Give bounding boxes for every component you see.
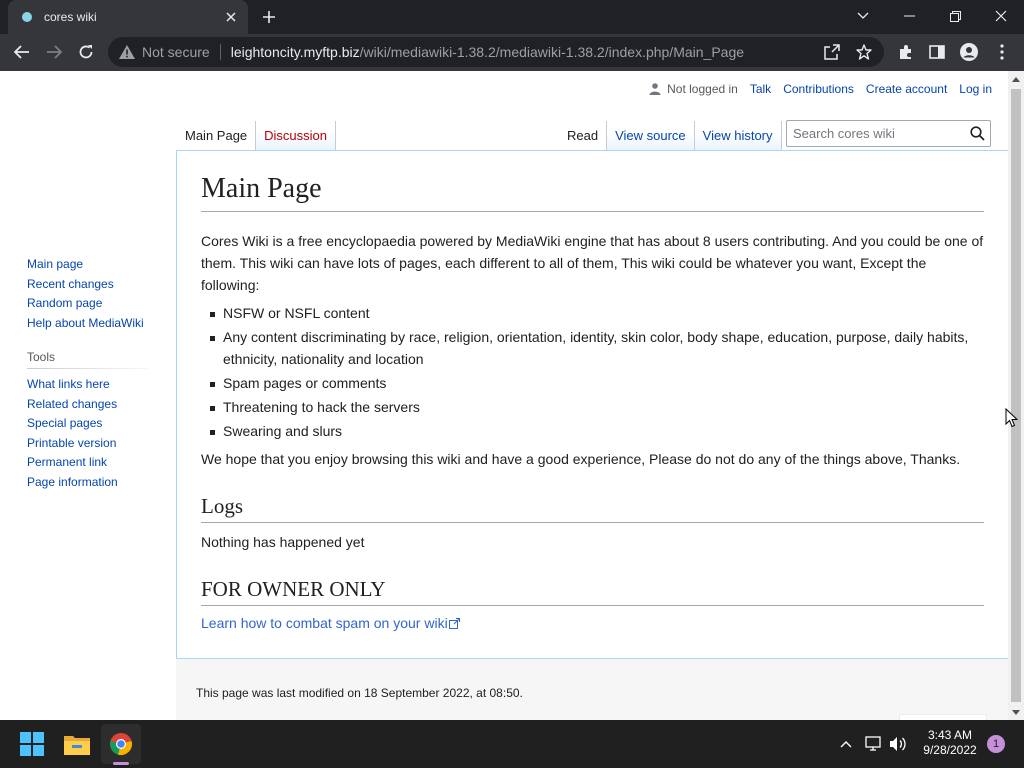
forward-icon[interactable]	[40, 38, 68, 66]
omnibox-divider	[220, 44, 221, 60]
sidebar-item-random-page[interactable]: Random page	[27, 296, 103, 310]
combat-spam-link[interactable]: Learn how to combat spam on your wiki	[201, 615, 448, 631]
side-panel-icon[interactable]	[926, 41, 948, 63]
reload-icon[interactable]	[72, 38, 100, 66]
talk-link[interactable]: Talk	[749, 82, 772, 96]
sidebar-item-help[interactable]: Help about MediaWiki	[27, 315, 144, 330]
browser-tab[interactable]	[8, 0, 248, 34]
sidebar-item-printable-version[interactable]: Printable version	[27, 435, 117, 450]
tab-view-history[interactable]: View history	[695, 121, 782, 151]
profile-icon[interactable]	[958, 41, 980, 63]
sidebar-item-special-pages[interactable]: Special pages	[27, 416, 103, 430]
tools-heading: Tools	[27, 350, 147, 369]
owner-heading: FOR OWNER ONLY	[201, 575, 984, 606]
outro-paragraph: We hope that you enjoy browsing this wiki and have a good experience, Please do not do any of the things above, Thanks.	[201, 451, 961, 467]
browser-toolbar	[0, 34, 1024, 71]
search-placeholder: Search cores wiki	[793, 126, 895, 141]
tab-discussion[interactable]: Discussion	[256, 121, 336, 151]
namespace-tabs	[177, 121, 336, 151]
mouse-cursor	[1005, 408, 1019, 428]
list-item: NSFW or NSFL content	[201, 302, 984, 324]
logs-heading: Logs	[201, 492, 984, 523]
url-path[interactable]: /wiki/mediawiki-1.38.2/mediawiki-1.38.2/index.php/Main_Page	[359, 44, 745, 60]
footer-last-modified: This page was last modified on 18 September 2022, at 08:50.	[196, 686, 523, 700]
create-account-link[interactable]: Create account	[865, 82, 948, 96]
navigation-portal	[27, 255, 144, 333]
user-icon	[649, 83, 661, 95]
url-host[interactable]: leightoncity.myftp.biz	[230, 44, 360, 60]
notification-badge[interactable]: 1	[987, 735, 1005, 753]
intro-paragraph: Cores Wiki is a free encyclopaedia powered by MediaWiki engine that has about 8 users contributing. And you could be one of them. This wiki can have lots of pages, each different to all of them, This wiki could be whatever you want, Except the following:	[201, 233, 984, 293]
warning-icon[interactable]	[118, 43, 136, 61]
restore-icon[interactable]	[932, 0, 978, 32]
tab-view-source[interactable]: View source	[607, 121, 695, 151]
chevron-down-icon[interactable]	[840, 0, 886, 32]
security-label[interactable]: Not secure	[142, 44, 210, 60]
rules-list	[201, 302, 984, 442]
tab-main-page[interactable]: Main Page	[177, 121, 256, 151]
address-bar[interactable]	[108, 37, 884, 67]
main-content	[176, 150, 1008, 659]
list-item: Threatening to hack the servers	[201, 396, 984, 418]
search-icon[interactable]	[964, 121, 990, 146]
sidebar-item-what-links-here[interactable]: What links here	[27, 377, 110, 391]
list-item: Any content discriminating by race, religion, orientation, identity, skin color, body shape, education, purpose, daily habits, ethnicity, nationality and location	[201, 326, 984, 370]
plus-icon[interactable]	[258, 6, 280, 28]
star-icon[interactable]	[854, 42, 874, 62]
view-tabs	[559, 121, 782, 151]
active-app-indicator	[113, 762, 129, 765]
tab-read[interactable]: Read	[559, 121, 607, 151]
sidebar-item-recent-changes[interactable]: Recent changes	[27, 276, 114, 291]
list-item: Swearing and slurs	[201, 420, 984, 442]
network-icon[interactable]	[864, 734, 884, 754]
sidebar-item-related-changes[interactable]: Related changes	[27, 396, 118, 411]
extensions-icon[interactable]	[895, 41, 917, 63]
back-icon[interactable]	[8, 38, 36, 66]
tab-title: cores wiki	[44, 10, 97, 24]
chrome-icon[interactable]	[101, 724, 141, 764]
close-icon[interactable]	[978, 0, 1024, 32]
scroll-down-arrow[interactable]	[1008, 704, 1024, 720]
sidebar-item-main-page[interactable]: Main page	[27, 257, 84, 271]
volume-icon[interactable]	[888, 734, 908, 754]
system-clock[interactable]	[912, 728, 988, 758]
tools-portal	[27, 350, 147, 492]
clock-time: 3:43 AM	[927, 728, 973, 742]
logs-text: Nothing has happened yet	[201, 534, 365, 550]
close-icon[interactable]	[222, 8, 240, 26]
page-title: Main Page	[201, 171, 984, 212]
search-input[interactable]	[786, 120, 991, 147]
share-icon[interactable]	[822, 42, 842, 62]
personal-tools	[649, 82, 992, 96]
scroll-up-arrow[interactable]	[1008, 71, 1024, 87]
file-explorer-icon[interactable]	[57, 724, 97, 764]
external-link-icon	[449, 618, 460, 629]
taskbar	[0, 720, 1024, 768]
windows-start-icon[interactable]	[12, 724, 52, 764]
not-logged-in-label: Not logged in	[667, 82, 738, 96]
kebab-menu-icon[interactable]	[991, 41, 1013, 63]
chevron-up-icon[interactable]	[836, 734, 856, 754]
favicon	[22, 12, 32, 22]
contributions-link[interactable]: Contributions	[783, 82, 854, 96]
log-in-link[interactable]: Log in	[959, 82, 992, 96]
page-viewport	[0, 71, 1024, 720]
tab-strip	[0, 0, 1024, 34]
scrollbar-thumb[interactable]	[1011, 89, 1021, 702]
sidebar-item-page-information[interactable]: Page information	[27, 474, 118, 489]
list-item: Spam pages or comments	[201, 372, 984, 394]
clock-date: 9/28/2022	[923, 743, 977, 757]
minimize-icon[interactable]	[886, 0, 932, 32]
sidebar-item-permanent-link[interactable]: Permanent link	[27, 455, 108, 469]
